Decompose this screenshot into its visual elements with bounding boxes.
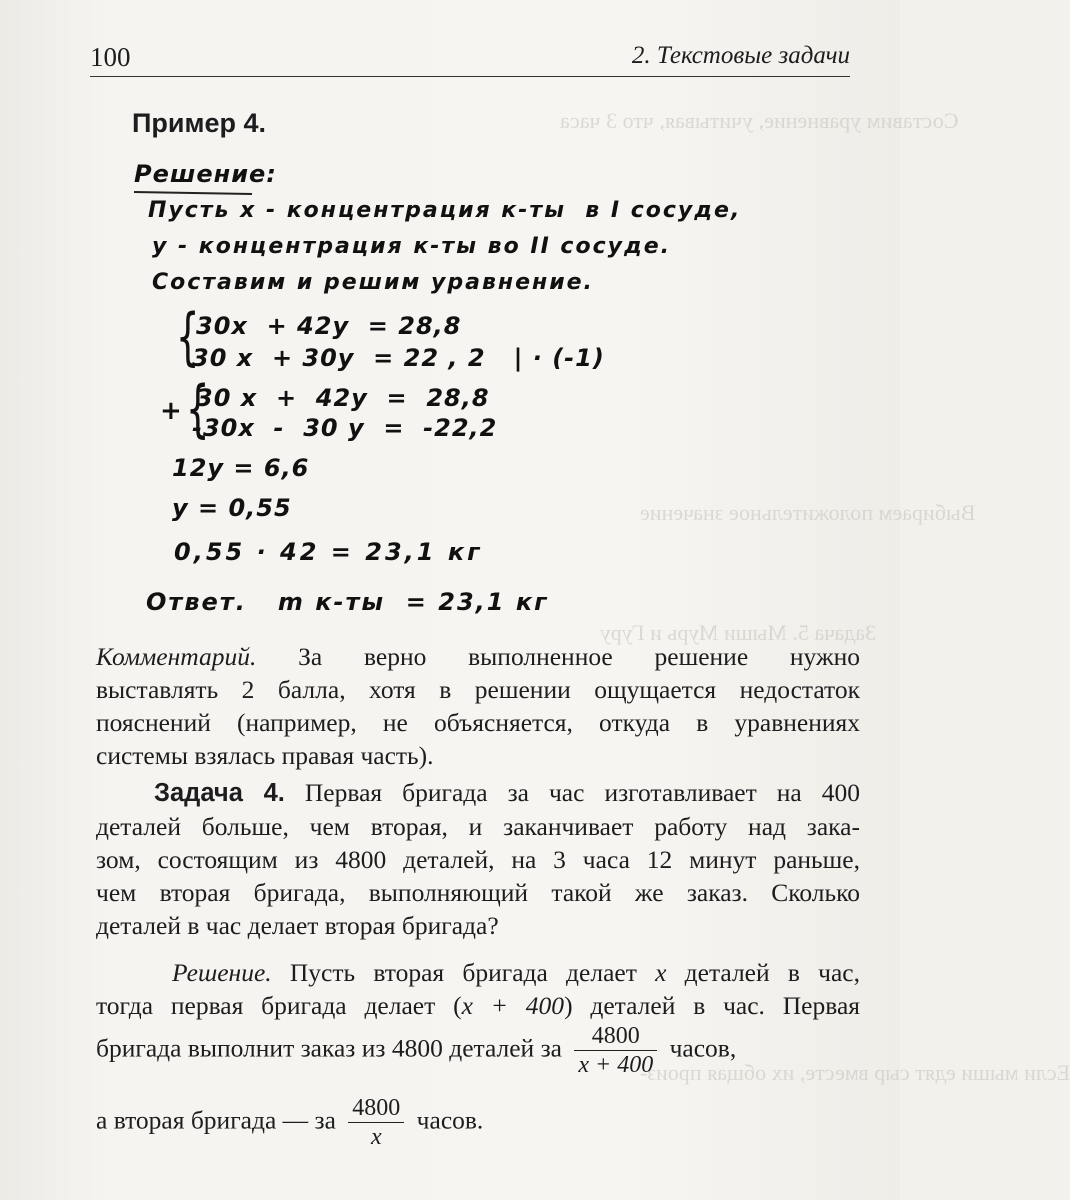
paragraph-line: выставлять 2 балла, хотя в решении ощущается недостаток bbox=[96, 675, 860, 704]
fraction-4800-over-x bbox=[348, 1094, 404, 1151]
paragraph-text: а вторая бригада — за bbox=[96, 1105, 336, 1135]
solution-paragraph bbox=[96, 956, 860, 1022]
bleed-through-text: Если мыши едят сыр вместе, их общая произ- bbox=[640, 1060, 1070, 1085]
paragraph-line: деталей в час делает вторая бригада? bbox=[96, 911, 499, 940]
paragraph-text: тогда первая бригада делает ( bbox=[96, 991, 462, 1020]
fraction-numerator: 4800 bbox=[591, 1023, 640, 1049]
handwritten-line: Составим и решим уравнение. bbox=[152, 270, 594, 295]
page-number: 100 bbox=[90, 42, 131, 72]
paragraph-text: За верно выполненное решение нужно bbox=[256, 642, 860, 671]
solution-fraction-line bbox=[96, 1094, 483, 1151]
example-title: Пример 4. bbox=[132, 108, 266, 138]
paragraph-line: пояснений (например, не объясняется, откуда в уравнениях bbox=[96, 708, 860, 737]
handwritten-underline bbox=[134, 191, 252, 195]
paragraph-line bbox=[96, 640, 860, 673]
paragraph-text: часов. bbox=[416, 1105, 484, 1135]
handwritten-line: Пусть x - концентрация к-ты в I сосуде, bbox=[148, 198, 742, 223]
system-equation: -30x - 30 y = -22,2 bbox=[192, 414, 498, 442]
system-equation: 30x + 42y = 28,8 bbox=[196, 312, 462, 340]
handwritten-result: 0,55 · 42 = 23,1 кг bbox=[174, 538, 483, 566]
paragraph-line: чем вторая бригада, выполняющий такой же заказ. Сколько bbox=[96, 878, 860, 907]
paragraph-text: Первая бригада за час изготавливает на 400 bbox=[284, 778, 860, 807]
handwritten-line: y - концентрация к-ты во II сосуде. bbox=[152, 234, 671, 259]
running-header bbox=[90, 38, 850, 78]
fraction-denominator: x + 400 bbox=[574, 1050, 657, 1079]
plus-sign: + bbox=[160, 396, 182, 426]
system-equation: 30 x + 30y = 22 , 2 | · (-1) bbox=[192, 344, 605, 372]
paragraph-line bbox=[96, 776, 860, 810]
handwritten-solution-label: Решение: bbox=[134, 160, 277, 188]
task-paragraph bbox=[96, 776, 860, 942]
solution-fraction-line bbox=[96, 1022, 860, 1079]
paragraph-text: ) деталей в час. Первая bbox=[564, 991, 861, 1020]
task-label: Задача 4. bbox=[154, 779, 285, 807]
fraction-numerator: 4800 bbox=[352, 1095, 401, 1121]
paragraph-line: зом, состоящим из 4800 деталей, на 3 часа 12 минут раньше, bbox=[96, 845, 860, 874]
solution-label: Решение. bbox=[172, 958, 272, 987]
comment-label: Комментарий. bbox=[96, 642, 257, 671]
system-equation: 30 x + 42y = 28,8 bbox=[196, 384, 490, 412]
math-expression: x + 400 bbox=[461, 991, 565, 1020]
paragraph-line: деталей больше, чем вторая, и заканчивает работу над зака- bbox=[96, 812, 860, 841]
paragraph-line bbox=[96, 989, 860, 1022]
paragraph-line: системы взялась правая часть). bbox=[96, 741, 434, 770]
math-variable: x bbox=[655, 958, 667, 987]
bleed-through-text: Выбираем положительное значение bbox=[640, 500, 976, 525]
handwritten-result: y = 0,55 bbox=[172, 494, 292, 522]
bleed-through-text: Задача 5. Мыши Мурь и Гуру bbox=[600, 620, 877, 645]
paragraph-line bbox=[96, 956, 860, 989]
paragraph-text: Пусть вторая бригада делает bbox=[271, 958, 656, 987]
paragraph-text: бригада выполнит заказ из 4800 деталей за bbox=[96, 1033, 562, 1063]
paragraph-text: часов, bbox=[669, 1033, 737, 1063]
header-rule bbox=[90, 76, 850, 77]
paragraph-text: деталей в час, bbox=[666, 958, 860, 987]
bleed-through-text: Составим уравнение, учитывая, что 3 часа bbox=[560, 108, 959, 133]
handwritten-answer: Ответ. m к-ты = 23,1 кг bbox=[146, 588, 549, 616]
system-brace: { bbox=[175, 300, 200, 373]
comment-paragraph bbox=[96, 640, 860, 772]
handwritten-result: 12y = 6,6 bbox=[172, 454, 310, 482]
chapter-title: 2. Текстовые задачи bbox=[631, 42, 850, 69]
fraction-denominator: x bbox=[348, 1122, 404, 1151]
fraction-4800-over-x-plus-400 bbox=[574, 1022, 657, 1079]
system-brace: { bbox=[185, 372, 210, 445]
